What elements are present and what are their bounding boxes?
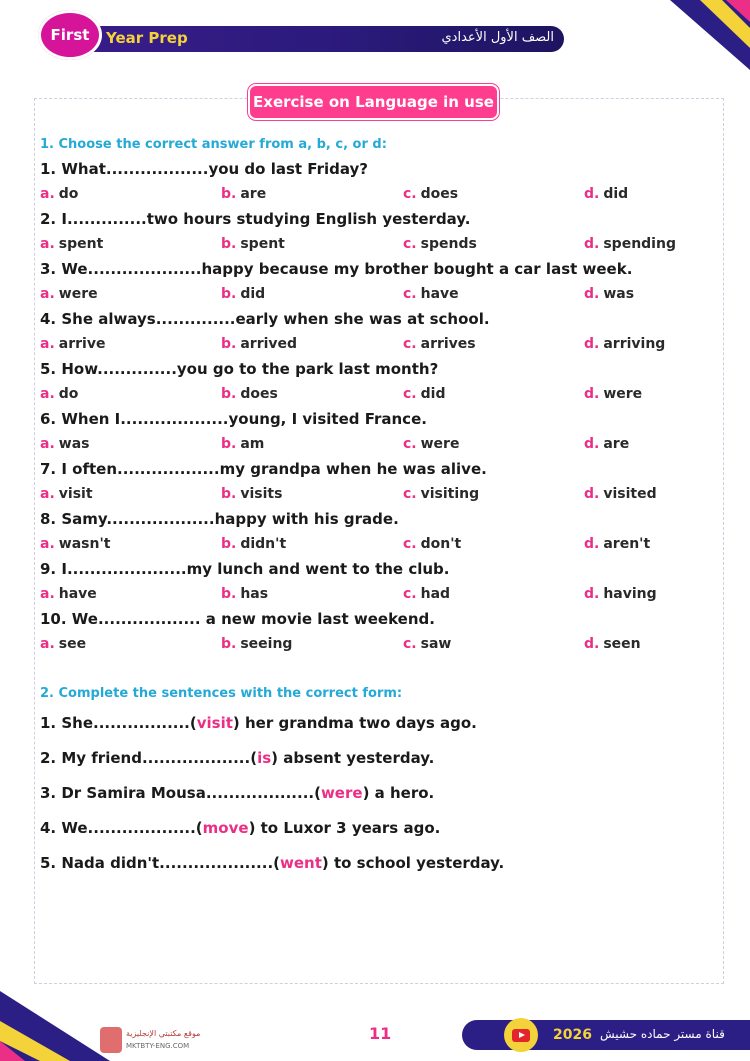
verb-hint: went — [280, 854, 322, 872]
answer-option[interactable] — [40, 381, 78, 407]
option-letter: b. — [221, 636, 237, 652]
option-text: saw — [420, 636, 452, 652]
question-text: 8. Samy...................happy with his grade. — [40, 510, 399, 528]
question-item — [40, 457, 700, 507]
sentence-part: ) to school yesterday. — [321, 854, 505, 872]
option-letter: d. — [584, 236, 600, 252]
completion-item — [40, 779, 700, 814]
question-text: 10. We.................. a new movie last weekend. — [40, 610, 435, 628]
answer-option[interactable] — [403, 281, 459, 307]
option-letter: b. — [221, 186, 237, 202]
option-text: spent — [58, 236, 104, 252]
answer-option[interactable] — [403, 381, 445, 407]
answer-option[interactable] — [221, 481, 282, 507]
option-letter: d. — [584, 336, 600, 352]
option-text: has — [240, 586, 269, 602]
question-text: 4. She always..............early when she was at school. — [40, 310, 490, 328]
option-text: were — [58, 286, 98, 302]
option-letter: c. — [403, 436, 417, 452]
answer-option[interactable] — [221, 381, 278, 407]
option-letter: b. — [221, 236, 237, 252]
completion-item — [40, 849, 700, 884]
option-text: visit — [58, 486, 93, 502]
option-text: did — [603, 186, 629, 202]
option-text: visiting — [420, 486, 480, 502]
answer-options — [40, 181, 700, 207]
question-text: 7. I often..................my grandpa when he was alive. — [40, 460, 487, 478]
option-text: had — [420, 586, 451, 602]
option-letter: a. — [40, 586, 55, 602]
option-letter: d. — [584, 536, 600, 552]
option-letter: d. — [584, 186, 600, 202]
option-letter: a. — [40, 336, 55, 352]
option-letter: a. — [40, 436, 55, 452]
question-item — [40, 357, 700, 407]
sentence-part: 4. We...................( — [40, 819, 203, 837]
answer-options — [40, 481, 700, 507]
option-text: do — [58, 186, 79, 202]
answer-option[interactable] — [40, 231, 103, 257]
section-2-heading: 2. Complete the sentences with the correct form: — [40, 686, 403, 701]
option-letter: c. — [403, 636, 417, 652]
question-item — [40, 407, 700, 457]
answer-options — [40, 631, 700, 657]
option-text: did — [420, 386, 446, 402]
completion-item — [40, 744, 700, 779]
option-letter: c. — [403, 486, 417, 502]
answer-option[interactable] — [221, 631, 292, 657]
answer-option[interactable] — [40, 531, 110, 557]
option-letter: b. — [221, 436, 237, 452]
option-letter: c. — [403, 286, 417, 302]
option-text: have — [58, 586, 97, 602]
sentence-part: 2. My friend...................( — [40, 749, 258, 767]
option-letter: b. — [221, 286, 237, 302]
youtube-link[interactable] — [504, 1018, 538, 1052]
option-letter: b. — [221, 486, 237, 502]
option-letter: c. — [403, 386, 417, 402]
option-text: am — [240, 436, 265, 452]
option-letter: c. — [403, 336, 417, 352]
answer-option[interactable] — [403, 231, 477, 257]
logo-text: موقع مكتبتي الإنجليزية — [126, 1029, 201, 1038]
answer-option[interactable] — [403, 531, 461, 557]
option-letter: d. — [584, 436, 600, 452]
option-letter: c. — [403, 236, 417, 252]
answer-option[interactable] — [403, 431, 459, 457]
option-text: don't — [420, 536, 462, 552]
option-text: spending — [603, 236, 676, 252]
answer-options — [40, 231, 700, 257]
answer-option[interactable] — [403, 581, 450, 607]
answer-option[interactable] — [584, 531, 650, 557]
answer-option[interactable] — [403, 181, 458, 207]
question-item — [40, 607, 700, 657]
option-text: were — [420, 436, 460, 452]
answer-option[interactable] — [221, 181, 266, 207]
answer-option[interactable] — [221, 581, 268, 607]
option-text: was — [603, 286, 635, 302]
answer-option[interactable] — [40, 581, 97, 607]
answer-option[interactable] — [221, 281, 265, 307]
option-text: arriving — [603, 336, 666, 352]
answer-options — [40, 531, 700, 557]
sentence-part: 3. Dr Samira Mousa...................( — [40, 784, 321, 802]
page-number: 11 — [369, 1024, 392, 1043]
option-letter: a. — [40, 486, 55, 502]
option-text: didn't — [240, 536, 287, 552]
sentence-part: ) her grandma two days ago. — [232, 714, 477, 732]
option-letter: d. — [584, 586, 600, 602]
answer-option[interactable] — [221, 431, 264, 457]
sentence-part: ) to Luxor 3 years ago. — [248, 819, 441, 837]
option-text: spends — [420, 236, 477, 252]
logo-icon — [100, 1027, 122, 1053]
option-letter: d. — [584, 286, 600, 302]
option-text: arrive — [58, 336, 106, 352]
answer-option[interactable] — [584, 431, 629, 457]
youtube-icon — [512, 1029, 530, 1042]
option-text: see — [58, 636, 87, 652]
option-text: spent — [240, 236, 285, 252]
answer-option[interactable] — [584, 581, 657, 607]
option-letter: a. — [40, 536, 55, 552]
option-text: does — [420, 186, 459, 202]
answer-option[interactable] — [584, 181, 628, 207]
footer-year: 2026 — [553, 1027, 592, 1043]
option-letter: b. — [221, 336, 237, 352]
option-text: was — [58, 436, 90, 452]
answer-option[interactable] — [40, 631, 86, 657]
question-text: 5. How..............you go to the park last month? — [40, 360, 439, 378]
option-letter: b. — [221, 536, 237, 552]
logo-url: MKTBTY-ENG.COM — [126, 1042, 190, 1050]
option-letter: a. — [40, 636, 55, 652]
answer-option[interactable] — [403, 481, 479, 507]
question-item — [40, 557, 700, 607]
answer-option[interactable] — [584, 631, 641, 657]
question-text: 9. I.....................my lunch and went to the club. — [40, 560, 450, 578]
option-text: wasn't — [58, 536, 111, 552]
level-badge: First — [38, 10, 102, 60]
sentence-part: 5. Nada didn't....................( — [40, 854, 280, 872]
grade-label: Year Prep — [106, 29, 188, 47]
option-letter: d. — [584, 636, 600, 652]
sentence-part: 1. She.................( — [40, 714, 197, 732]
section-1-heading: 1. Choose the correct answer from a, b, c, or d: — [40, 137, 387, 152]
answer-option[interactable] — [403, 631, 451, 657]
option-text: did — [240, 286, 266, 302]
option-letter: b. — [221, 586, 237, 602]
answer-option[interactable] — [221, 231, 285, 257]
verb-hint: is — [257, 749, 272, 767]
verb-hint: move — [202, 819, 249, 837]
corner-decoration — [0, 991, 110, 1061]
answer-option[interactable] — [584, 481, 657, 507]
answer-option[interactable] — [221, 531, 286, 557]
arabic-grade-title: الصف الأول الأعدادي — [441, 30, 554, 45]
question-item — [40, 207, 700, 257]
question-text: 3. We....................happy because my brother bought a car last week. — [40, 260, 633, 278]
option-text: seeing — [240, 636, 293, 652]
option-text: do — [58, 386, 79, 402]
verb-hint: were — [320, 784, 363, 802]
site-logo — [100, 1027, 230, 1057]
option-letter: a. — [40, 386, 55, 402]
option-text: seen — [603, 636, 641, 652]
option-text: were — [603, 386, 643, 402]
question-item — [40, 307, 700, 357]
option-text: arrived — [240, 336, 298, 352]
answer-option[interactable] — [403, 331, 476, 357]
answer-options — [40, 431, 700, 457]
option-letter: d. — [584, 386, 600, 402]
option-letter: b. — [221, 386, 237, 402]
answer-options — [40, 381, 700, 407]
answer-option[interactable] — [221, 331, 297, 357]
answer-option[interactable] — [584, 281, 634, 307]
question-text: 2. I..............two hours studying English yesterday. — [40, 210, 471, 228]
completion-item — [40, 814, 700, 849]
channel-name: قناة مستر حماده حشيش — [600, 1027, 725, 1041]
corner-decoration — [630, 0, 750, 70]
answer-options — [40, 581, 700, 607]
answer-options — [40, 281, 700, 307]
question-item — [40, 507, 700, 557]
option-text: have — [420, 286, 459, 302]
answer-option[interactable] — [40, 281, 98, 307]
verb-hint: visit — [196, 714, 233, 732]
answer-option[interactable] — [40, 331, 105, 357]
answer-option[interactable] — [40, 431, 89, 457]
sentence-part: ) a hero. — [362, 784, 435, 802]
completion-item — [40, 709, 700, 744]
option-letter: d. — [584, 486, 600, 502]
exercise-title: Exercise on Language in use — [250, 86, 497, 118]
answer-option[interactable] — [40, 481, 93, 507]
question-text: 1. What..................you do last Friday? — [40, 160, 368, 178]
option-letter: c. — [403, 586, 417, 602]
answer-option[interactable] — [584, 231, 676, 257]
question-text: 6. When I...................young, I visited France. — [40, 410, 427, 428]
option-letter: c. — [403, 536, 417, 552]
option-text: does — [240, 386, 278, 402]
option-letter: a. — [40, 236, 55, 252]
option-text: visited — [603, 486, 657, 502]
option-text: are — [603, 436, 630, 452]
option-letter: c. — [403, 186, 417, 202]
option-text: aren't — [603, 536, 651, 552]
answer-option[interactable] — [40, 181, 78, 207]
option-letter: a. — [40, 186, 55, 202]
completion-list — [40, 709, 700, 884]
option-text: having — [603, 586, 657, 602]
option-text: visits — [240, 486, 283, 502]
mcq-list — [40, 157, 700, 657]
answer-option[interactable] — [584, 381, 642, 407]
option-text: arrives — [420, 336, 476, 352]
question-item — [40, 257, 700, 307]
answer-options — [40, 331, 700, 357]
option-text: are — [240, 186, 267, 202]
option-letter: a. — [40, 286, 55, 302]
question-item — [40, 157, 700, 207]
answer-option[interactable] — [584, 331, 665, 357]
sentence-part: ) absent yesterday. — [271, 749, 435, 767]
